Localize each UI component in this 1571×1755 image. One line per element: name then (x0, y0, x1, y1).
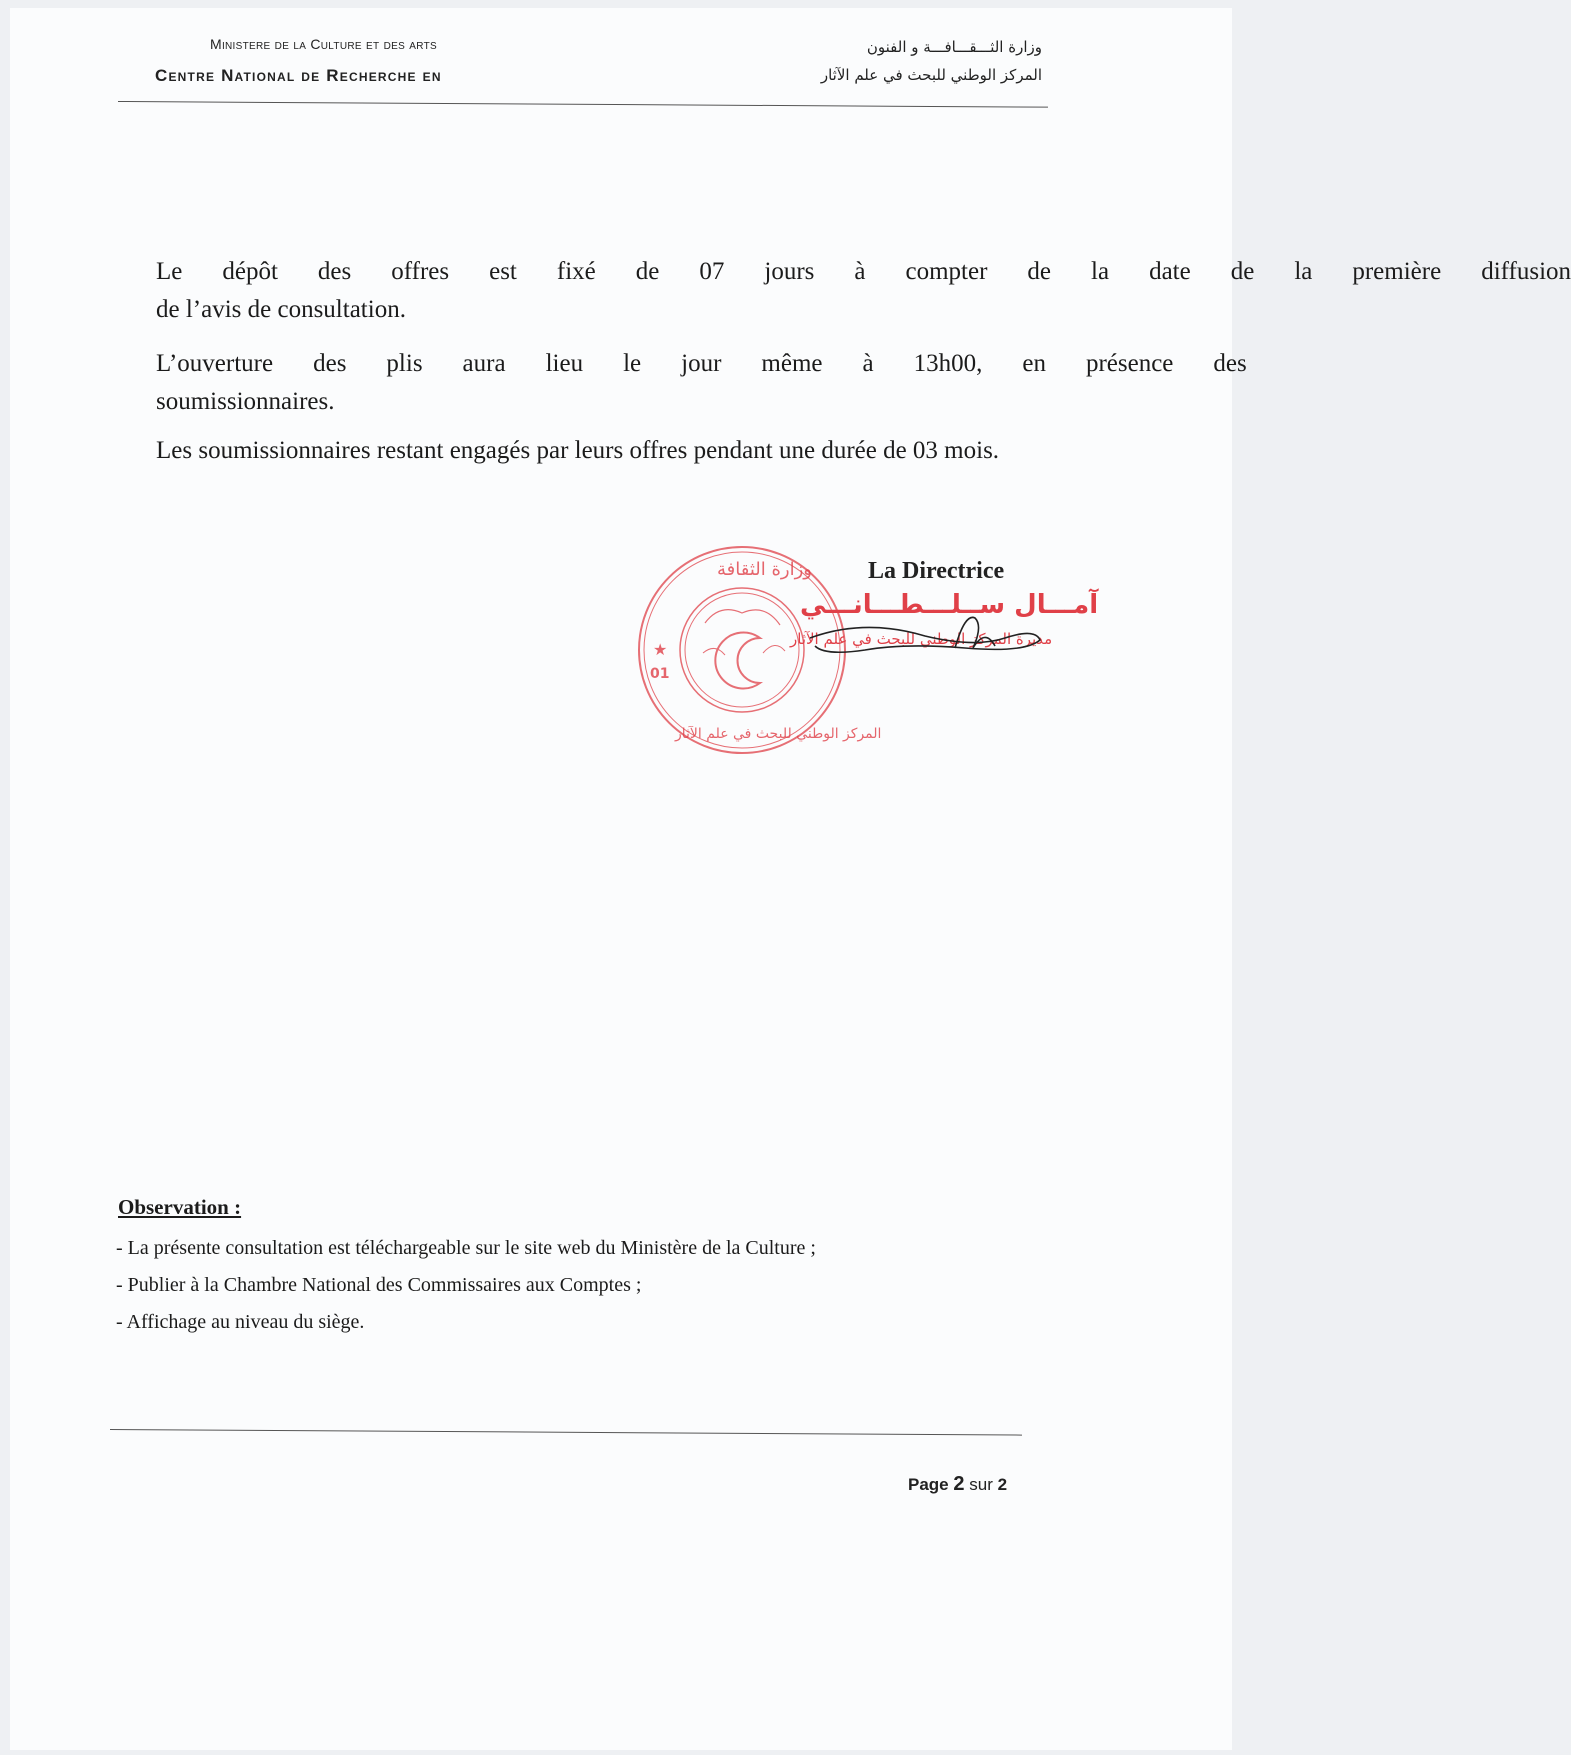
page-label: Page (908, 1475, 949, 1494)
paragraph-deposit-line2: de l’avis de consultation. (156, 296, 406, 323)
word: offres (391, 258, 450, 285)
word: en (1022, 350, 1046, 377)
word: 13h00, (913, 350, 983, 377)
word: présence (1085, 350, 1174, 377)
word: 07 (699, 258, 725, 285)
current-page: 2 (953, 1473, 965, 1495)
word: de (1230, 258, 1255, 285)
word: le (623, 350, 642, 377)
stamp-bottom-text: المركز الوطني للبحث في علم الآثار (675, 726, 882, 742)
word: L’ouverture (156, 350, 274, 377)
word: jours (764, 258, 815, 285)
paragraph-opening (116, 345, 1247, 421)
header-divider (118, 101, 1048, 108)
word: première (1352, 258, 1442, 285)
total-pages: 2 (997, 1475, 1008, 1494)
observation-item: - La présente consultation est téléchargeable sur le site web du Ministère de la Culture ; (116, 1237, 816, 1259)
signatory-role-ar: مديرة المركز الوطني للبحث في علم الآثار (790, 630, 1053, 648)
handwritten-signature (805, 608, 1045, 678)
paragraph-deposit-line1 (116, 253, 1571, 291)
word: date (1149, 258, 1191, 285)
word: plis (386, 350, 423, 377)
word: est (489, 258, 517, 285)
word: fixé (556, 258, 596, 285)
paragraph-commitment: Les soumissionnaires restant engagés par leurs offres pendant une durée de 03 mois. (156, 437, 1000, 464)
ministry-name-ar: وزارة الثـــقـــافـــة و الفنون (866, 38, 1042, 56)
paragraph-opening-line1 (116, 345, 1247, 383)
word: jour (681, 350, 722, 377)
of-label: sur (969, 1475, 993, 1494)
paragraph-deposit (116, 253, 1571, 329)
stamp-number: 01 (650, 666, 670, 682)
word: dépôt (222, 258, 278, 285)
header-left (210, 36, 437, 52)
word: des (317, 258, 352, 285)
paragraph-opening-line2: soumissionnaires. (156, 388, 335, 415)
word: Le (156, 258, 183, 285)
centre-name-ar: المركز الوطني للبحث في علم الآثار (820, 66, 1042, 84)
word: diffusion (1481, 258, 1571, 285)
centre-name-fr: Centre National de Recherche en (155, 66, 442, 85)
document-page (10, 8, 1571, 1750)
signatory-name-ar: آمـــال ســلـــطـــانـــي (800, 590, 1099, 620)
word: à (862, 350, 874, 377)
word: des (1213, 350, 1247, 377)
word: des (313, 350, 347, 377)
page-number (908, 1473, 1007, 1496)
observation-item: - Affichage au niveau du siège. (116, 1311, 365, 1333)
stamp-top-text: وزارة الثقافة (717, 559, 812, 580)
word: la (1294, 258, 1313, 285)
footer-divider (110, 1429, 1022, 1436)
word: même (761, 350, 823, 377)
ministry-name-fr: Ministere de la Culture et des arts (210, 36, 437, 52)
word: compter (905, 258, 988, 285)
signatory-title: La Directrice (868, 558, 1005, 584)
observation-list (116, 1230, 816, 1341)
word: de (635, 258, 660, 285)
observation-title: Observation : (118, 1195, 242, 1219)
word: de (1027, 258, 1052, 285)
word: aura (462, 350, 506, 377)
header-right (821, 38, 1042, 84)
observation-item: - Publier à la Chambre National des Commissaires aux Comptes ; (116, 1274, 642, 1296)
word: lieu (545, 350, 584, 377)
word: la (1091, 258, 1110, 285)
word: à (854, 258, 866, 285)
stamp-star-icon: ★ (653, 640, 668, 659)
